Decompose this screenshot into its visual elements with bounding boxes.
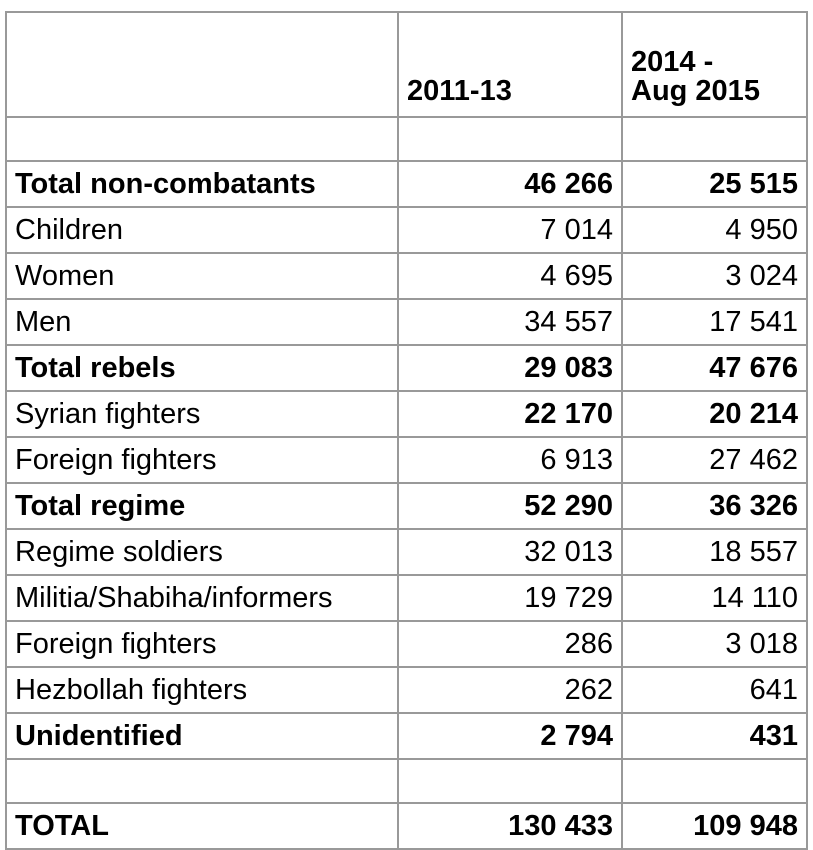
row-value-2011-13: 52 290 [398, 483, 622, 529]
row-value-2011-13: 34 557 [398, 299, 622, 345]
row-value-2014-2015: 14 110 [622, 575, 807, 621]
row-value-2014-2015: 47 676 [622, 345, 807, 391]
table-row [6, 621, 807, 667]
row-value-2011-13: 7 014 [398, 207, 622, 253]
table-row [6, 575, 807, 621]
casualties-table [5, 11, 808, 850]
row-value-2011-13: 286 [398, 621, 622, 667]
table-row [6, 437, 807, 483]
header-period2-line1: 2014 - [631, 46, 714, 78]
row-label: Men [6, 299, 398, 345]
row-label: Foreign fighters [6, 437, 398, 483]
header-period1-text: 2011-13 [407, 75, 512, 107]
row-value-2011-13: 22 170 [398, 391, 622, 437]
row-label: Unidentified [6, 713, 398, 759]
total-label: TOTAL [6, 803, 398, 849]
header-label-cell [6, 12, 398, 117]
table-row [6, 667, 807, 713]
table-row [6, 299, 807, 345]
empty-cell [622, 759, 807, 803]
empty-cell [398, 117, 622, 161]
row-label: Hezbollah fighters [6, 667, 398, 713]
total-value-2014-2015: 109 948 [622, 803, 807, 849]
row-label: Foreign fighters [6, 621, 398, 667]
row-value-2011-13: 46 266 [398, 161, 622, 207]
empty-cell [398, 759, 622, 803]
header-period-2011-13 [398, 12, 622, 117]
row-label: Children [6, 207, 398, 253]
table-row [6, 391, 807, 437]
header-period-2014-2015 [622, 12, 807, 117]
row-label: Women [6, 253, 398, 299]
row-value-2011-13: 4 695 [398, 253, 622, 299]
total-row [6, 803, 807, 849]
total-value-2011-13: 130 433 [398, 803, 622, 849]
row-value-2014-2015: 18 557 [622, 529, 807, 575]
table-row [6, 161, 807, 207]
row-value-2014-2015: 3 018 [622, 621, 807, 667]
row-label: Total non-combatants [6, 161, 398, 207]
spacer-row [6, 117, 807, 161]
row-value-2011-13: 6 913 [398, 437, 622, 483]
spacer-row [6, 759, 807, 803]
row-label: Militia/Shabiha/informers [6, 575, 398, 621]
row-value-2014-2015: 25 515 [622, 161, 807, 207]
row-value-2011-13: 32 013 [398, 529, 622, 575]
empty-cell [6, 117, 398, 161]
row-value-2014-2015: 36 326 [622, 483, 807, 529]
row-value-2014-2015: 27 462 [622, 437, 807, 483]
empty-cell [622, 117, 807, 161]
header-row [6, 12, 807, 117]
row-value-2014-2015: 20 214 [622, 391, 807, 437]
row-label: Total rebels [6, 345, 398, 391]
table-row [6, 483, 807, 529]
table-row [6, 529, 807, 575]
row-value-2011-13: 29 083 [398, 345, 622, 391]
row-label: Syrian fighters [6, 391, 398, 437]
row-value-2011-13: 262 [398, 667, 622, 713]
row-value-2014-2015: 17 541 [622, 299, 807, 345]
row-value-2014-2015: 3 024 [622, 253, 807, 299]
row-label: Regime soldiers [6, 529, 398, 575]
table-row [6, 345, 807, 391]
empty-cell [6, 759, 398, 803]
table-row [6, 253, 807, 299]
row-value-2011-13: 2 794 [398, 713, 622, 759]
row-value-2014-2015: 641 [622, 667, 807, 713]
table-row [6, 713, 807, 759]
row-value-2011-13: 19 729 [398, 575, 622, 621]
header-period2-line2: Aug 2015 [631, 75, 760, 107]
row-value-2014-2015: 431 [622, 713, 807, 759]
row-label: Total regime [6, 483, 398, 529]
table-row [6, 207, 807, 253]
row-value-2014-2015: 4 950 [622, 207, 807, 253]
